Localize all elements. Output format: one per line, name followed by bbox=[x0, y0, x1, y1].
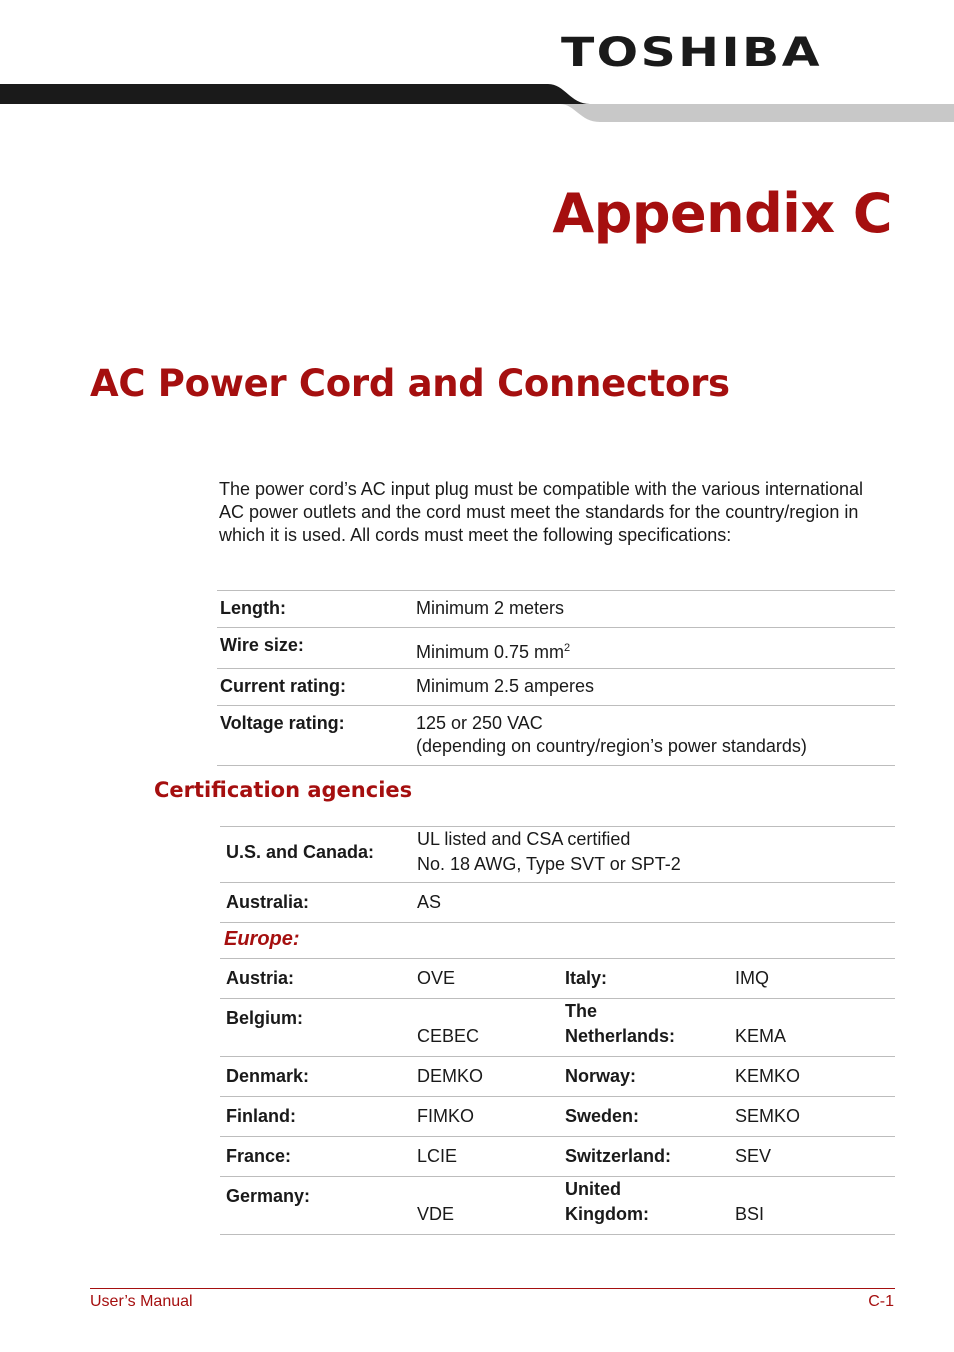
agency-value: SEMKO bbox=[735, 1106, 801, 1126]
cert-value: UL listed and CSA certified bbox=[417, 829, 631, 849]
cert-value: AS bbox=[417, 892, 442, 912]
spec-value-cell bbox=[413, 706, 895, 766]
header-band-dark bbox=[0, 84, 590, 104]
cert-row-germany-uk bbox=[220, 1177, 895, 1235]
cert-row-australia bbox=[220, 883, 895, 923]
spec-value-note: (depending on country/region’s power standards) bbox=[416, 736, 807, 756]
spec-row-current-rating bbox=[217, 669, 895, 706]
header-band bbox=[0, 84, 954, 124]
spec-value: Minimum 2.5 amperes bbox=[416, 676, 595, 696]
cert-label: U.S. and Canada: bbox=[226, 842, 375, 862]
toshiba-logo: TOSHIBA bbox=[561, 30, 822, 76]
country-label-cell bbox=[559, 1177, 729, 1235]
spec-value-cell bbox=[413, 628, 895, 669]
europe-label-text: Europe: bbox=[224, 928, 300, 950]
cert-value-line2: No. 18 AWG, Type SVT or SPT-2 bbox=[417, 854, 681, 874]
country-label: Finland: bbox=[226, 1106, 296, 1126]
agency-value: FIMKO bbox=[417, 1106, 474, 1126]
country-label-cell bbox=[559, 999, 729, 1057]
country-label: Belgium: bbox=[226, 1008, 304, 1028]
agency-value: SEV bbox=[735, 1146, 772, 1166]
country-label: Austria: bbox=[226, 968, 295, 988]
cert-value-cell bbox=[411, 827, 895, 883]
cert-row-denmark-norway bbox=[220, 1057, 895, 1097]
spec-value: 125 or 250 VAC bbox=[416, 713, 543, 733]
certification-table bbox=[220, 826, 895, 1235]
section-title: AC Power Cord and Connectors bbox=[90, 362, 730, 405]
cert-row-us-canada bbox=[220, 827, 895, 883]
country-label: Germany: bbox=[226, 1186, 311, 1206]
agency-value: VDE bbox=[417, 1204, 455, 1224]
footer-manual-title: User’s Manual bbox=[90, 1293, 193, 1310]
agency-value: LCIE bbox=[417, 1146, 458, 1166]
agency-value: OVE bbox=[417, 968, 456, 988]
appendix-title: Appendix C bbox=[552, 182, 892, 245]
cert-row-belgium-netherlands bbox=[220, 999, 895, 1057]
cert-label: Australia: bbox=[226, 892, 310, 912]
country-label: United bbox=[565, 1179, 621, 1199]
spec-row-wire-size bbox=[217, 628, 895, 669]
cert-row-france-switzerland bbox=[220, 1137, 895, 1177]
cert-row-europe-heading bbox=[220, 923, 895, 959]
country-label-line2: Netherlands: bbox=[565, 1026, 676, 1046]
europe-label bbox=[220, 923, 895, 959]
country-label: France: bbox=[226, 1146, 292, 1166]
certification-title: Certification agencies bbox=[154, 778, 413, 802]
spec-value: Minimum 0.75 mm bbox=[416, 642, 565, 662]
spec-label: Current rating: bbox=[220, 676, 346, 696]
spec-label: Wire size: bbox=[220, 635, 304, 655]
agency-value: KEMKO bbox=[735, 1066, 801, 1086]
country-label: Denmark: bbox=[226, 1066, 310, 1086]
header-band-light bbox=[560, 104, 954, 122]
intro-paragraph: The power cord’s AC input plug must be compatible with the various international AC power outlets and the cord must meet the standards for the country/region in which it is used. All cords must meet the following specifications: bbox=[219, 479, 864, 545]
agency-value: DEMKO bbox=[417, 1066, 484, 1086]
spec-label: Voltage rating: bbox=[220, 713, 345, 733]
country-label: Norway: bbox=[565, 1066, 637, 1086]
cert-row-austria-italy bbox=[220, 959, 895, 999]
country-label: Italy: bbox=[565, 968, 608, 988]
country-label: The bbox=[565, 1001, 598, 1021]
country-label: Sweden: bbox=[565, 1106, 640, 1126]
spec-value-superscript: 2 bbox=[564, 642, 571, 654]
spec-row-voltage-rating bbox=[217, 706, 895, 766]
agency-value: KEMA bbox=[735, 1026, 787, 1046]
spec-row-length bbox=[217, 591, 895, 628]
footer-rule bbox=[90, 1288, 895, 1289]
agency-value: BSI bbox=[735, 1204, 765, 1224]
agency-value: IMQ bbox=[735, 968, 769, 988]
country-label: Switzerland: bbox=[565, 1146, 672, 1166]
spec-value: Minimum 2 meters bbox=[416, 598, 565, 618]
cert-row-finland-sweden bbox=[220, 1097, 895, 1137]
country-label-line2: Kingdom: bbox=[565, 1204, 649, 1224]
spec-table bbox=[217, 590, 895, 766]
agency-value: CEBEC bbox=[417, 1026, 480, 1046]
footer-page-number: C-1 bbox=[868, 1293, 894, 1310]
spec-label: Length: bbox=[220, 598, 286, 618]
